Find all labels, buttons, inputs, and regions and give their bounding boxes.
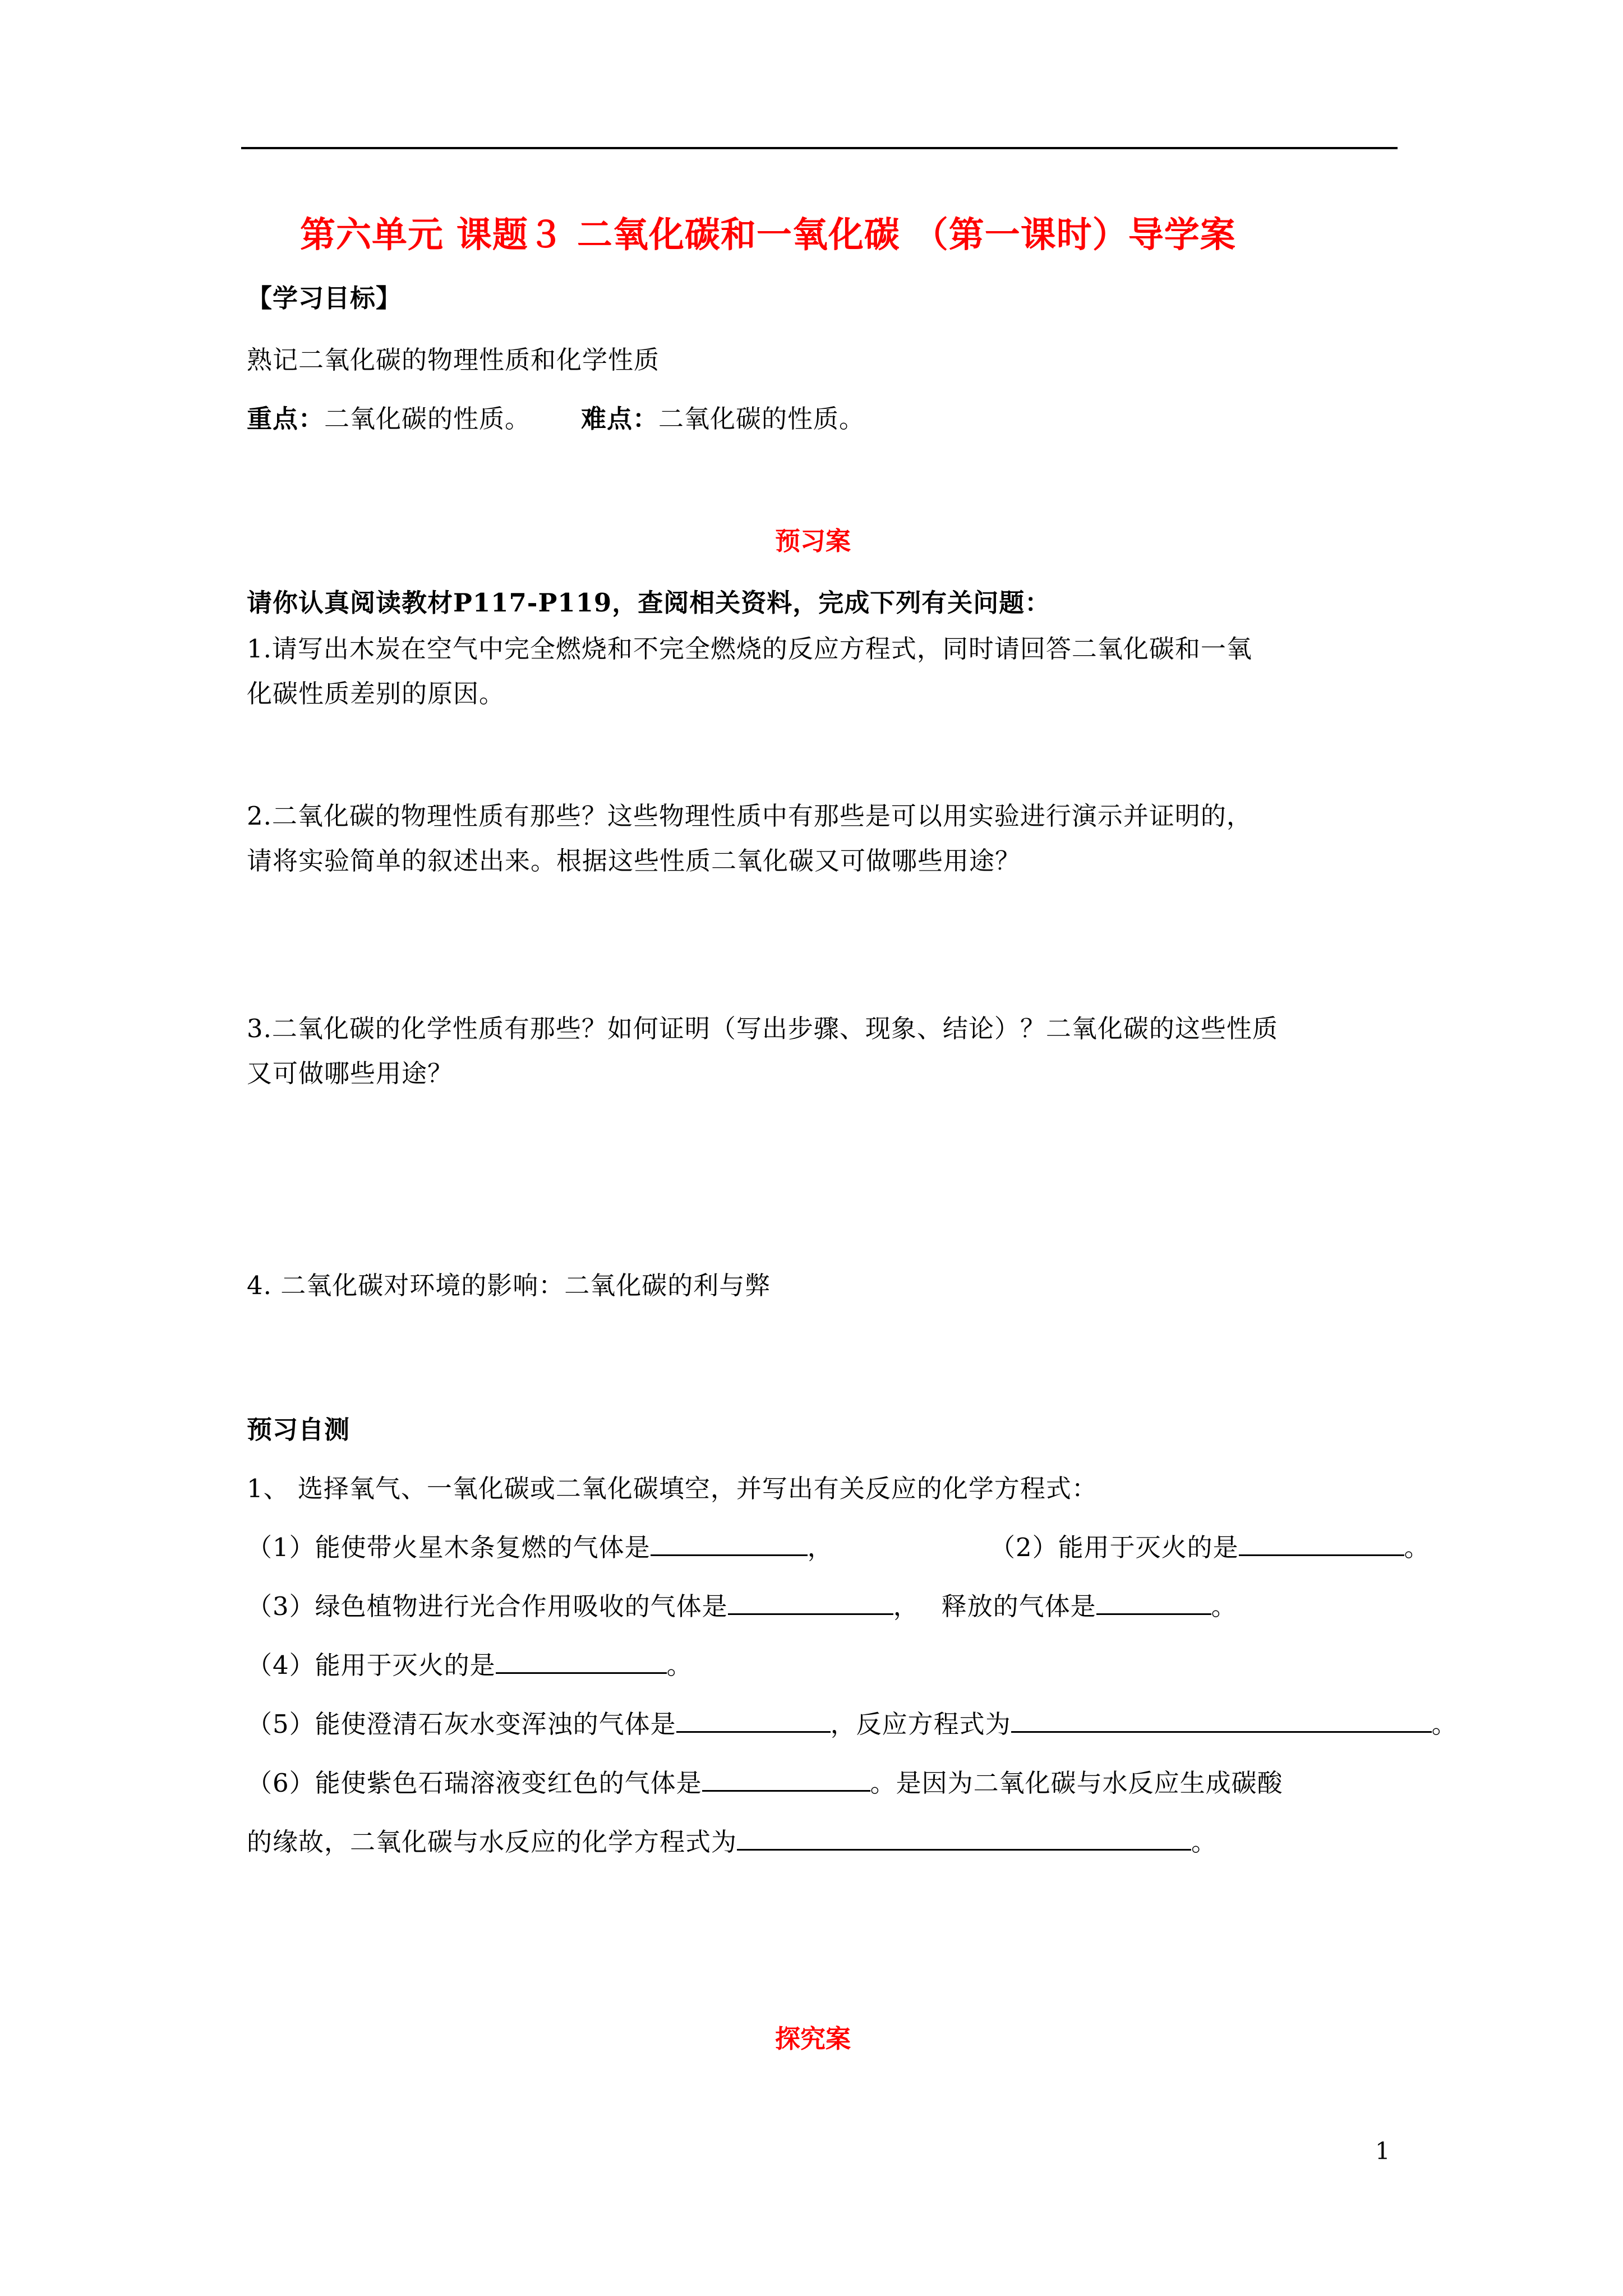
item-6-reason-text: 。是因为二氧化碳与水反应生成碳酸 <box>870 1768 1283 1798</box>
item-6-blank-equation[interactable] <box>737 1823 1191 1851</box>
objectives-heading: 【学习目标】 <box>247 283 402 313</box>
difficulty-label: 难点： <box>581 404 659 434</box>
question-3-line-2: 又可做哪些用途？ <box>247 1059 454 1088</box>
item-5-blank-gas[interactable] <box>676 1705 831 1733</box>
preview-intro: 请你认真阅读教材P117-P119，查阅相关资料，完成下列有关问题： <box>247 588 1051 618</box>
key-text: 二氧化碳的性质。 <box>324 404 531 434</box>
page-number: 1 <box>1375 2137 1390 2165</box>
item-2-blank[interactable] <box>1239 1529 1404 1556</box>
question-3-line-1: 3.二氧化碳的化学性质有那些？如何证明（写出步骤、现象、结论）？二氧化碳的这些性质 <box>247 1014 1278 1043</box>
item-5-end: 。 <box>1431 1709 1458 1739</box>
item-6-text: （6）能使紫色石瑞溶液变红色的气体是 <box>247 1768 702 1798</box>
item-3-release-text: 释放的气体是 <box>941 1591 1096 1621</box>
item-4-end: 。 <box>666 1650 693 1680</box>
difficulty-text: 二氧化碳的性质。 <box>658 404 865 434</box>
self-test-item-3 <box>247 1586 1237 1622</box>
item-3-comma: ， <box>893 1591 919 1621</box>
preview-heading: 预习案 <box>775 526 851 556</box>
item-6-blank-gas[interactable] <box>702 1764 870 1792</box>
key-label: 重点： <box>247 404 325 434</box>
item-2-text: （2）能用于灭火的是 <box>990 1533 1239 1562</box>
explore-heading: 探究案 <box>775 2024 851 2054</box>
item-3-blank-absorb[interactable] <box>728 1588 893 1615</box>
item-3-end: 。 <box>1211 1591 1237 1621</box>
header-rule <box>241 147 1398 149</box>
self-test-item-6 <box>247 1763 1283 1799</box>
item-1-end: ， <box>807 1533 833 1562</box>
item-6-equation-text: 的缘故，二氧化碳与水反应的化学方程式为 <box>247 1827 737 1857</box>
page-title: 第六单元 课题３ 二氧化碳和一氧化碳 （第一课时）导学案 <box>300 214 1236 255</box>
question-2-line-1: 2.二氧化碳的物理性质有那些？这些物理性质中有那些是可以用实验进行演示并证明的， <box>247 801 1252 831</box>
question-2-line-2: 请将实验简单的叙述出来。根据这些性质二氧化碳又可做哪些用途？ <box>247 846 1021 876</box>
item-5-blank-equation[interactable] <box>1011 1705 1432 1733</box>
question-1-line-1: 1.请写出木炭在空气中完全燃烧和不完全燃烧的反应方程式，同时请回答二氧化碳和一氧 <box>247 634 1252 664</box>
self-test-item-1 <box>247 1527 833 1563</box>
item-1-blank[interactable] <box>651 1529 808 1556</box>
self-test-item-6-continued <box>247 1821 1217 1858</box>
question-1-line-2: 化碳性质差别的原因。 <box>247 679 505 708</box>
item-5-equation-text: ，反应方程式为 <box>830 1709 1011 1739</box>
item-4-blank[interactable] <box>496 1646 667 1674</box>
item-5-text: （5）能使澄清石灰水变浑浊的气体是 <box>247 1709 676 1739</box>
item-4-text: （4）能用于灭火的是 <box>247 1650 496 1680</box>
item-6-end: 。 <box>1191 1827 1218 1857</box>
self-test-item-2 <box>990 1527 1430 1563</box>
self-test-heading: 预习自测 <box>247 1415 351 1444</box>
item-2-end: 。 <box>1404 1533 1430 1562</box>
objectives-line: 熟记二氧化碳的物理性质和化学性质 <box>247 345 660 375</box>
question-4: 4. 二氧化碳对环境的影响：二氧化碳的利与弊 <box>247 1271 771 1300</box>
self-test-item-5 <box>247 1704 1458 1740</box>
self-test-intro: 1、 选择氧气、一氧化碳或二氧化碳填空，并写出有关反应的化学方程式： <box>247 1474 1098 1503</box>
key-difficulty-line <box>247 398 865 435</box>
item-3-text: （3）绿色植物进行光合作用吸收的气体是 <box>247 1591 728 1621</box>
self-test-item-4 <box>247 1645 693 1681</box>
item-3-blank-release[interactable] <box>1096 1588 1211 1615</box>
item-1-text: （1）能使带火星木条复燃的气体是 <box>247 1533 651 1562</box>
